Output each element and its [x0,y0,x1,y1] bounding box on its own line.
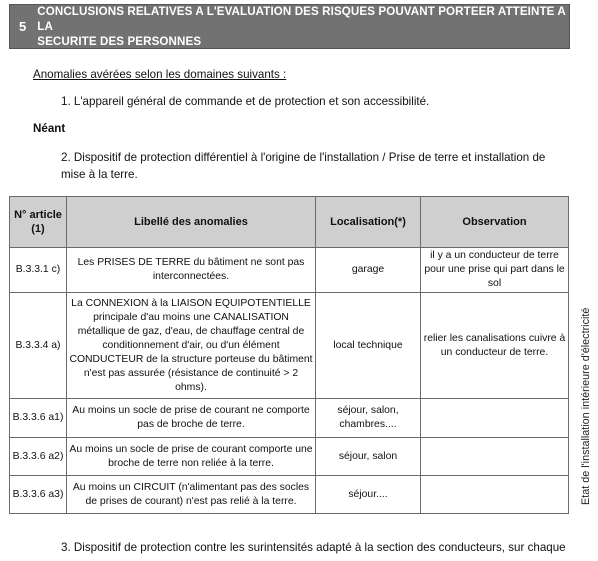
cell-libelle: Au moins un socle de prise de courant comporte une broche de terre non reliée à la terre. [67,438,316,476]
cell-localisation: garage [316,248,421,293]
cell-article: B.3.3.6 a3) [10,476,67,514]
section-number: 5 [19,19,27,34]
cell-article: B.3.3.4 a) [10,293,67,399]
table-row [10,399,569,438]
domain-item-1: 1. L'appareil général de commande et de protection et son accessibilité. [61,95,430,108]
cell-observation [421,399,569,438]
header-observation: Observation [421,197,569,248]
cell-localisation: séjour.... [316,476,421,514]
table-row [10,293,569,399]
cell-observation [421,476,569,514]
cell-observation [421,438,569,476]
cell-libelle: Au moins un socle de prise de courant ne comporte pas de broche de terre. [67,399,316,438]
cell-article: B.3.3.6 a1) [10,399,67,438]
header-article: N° article (1) [10,197,67,248]
table-header-row [10,197,569,248]
cell-libelle: Au moins un CIRCUIT (n'alimentant pas des socles de prises de courant) n'est pas relié à la terre. [67,476,316,514]
domain-item-2: 2. Dispositif de protection différentiel à l'origine de l'installation / Prise de terre et installation de mise à la terre. [61,151,546,181]
cell-localisation: local technique [316,293,421,399]
section-header [9,4,570,49]
cell-libelle: La CONNEXION à la LIAISON EQUIPOTENTIELLE principale d'au moins une CANALISATION métallique de gaz, d'eau, de chauffage central de conditionnement d'air, ou d'un élément CONDUCTEUR de la structure porteuse du bâtiment n'est pas assurée (résistance de continuité > 2 ohms). [67,293,316,399]
vertical-document-label: Etat de l'installation intérieure d'électricité [580,307,592,505]
section-title-line-2: SECURITE DES PERSONNES [37,35,202,48]
anomalies-intro: Anomalies avérées selon les domaines suivants : [33,68,287,81]
cell-article: B.3.3.1 c) [10,248,67,293]
cell-article: B.3.3.6 a2) [10,438,67,476]
cell-observation: relier les canalisations cuivre à un conducteur de terre. [421,293,569,399]
cell-libelle: Les PRISES DE TERRE du bâtiment ne sont pas interconnectées. [67,248,316,293]
table-row [10,438,569,476]
section-title [35,4,569,49]
cell-localisation: séjour, salon, chambres.... [316,399,421,438]
cell-observation: il y a un conducteur de terre pour une prise qui part dans le sol [421,248,569,293]
header-localisation: Localisation(*) [316,197,421,248]
table-row [10,248,569,293]
cell-localisation: séjour, salon [316,438,421,476]
neant-label: Néant [33,122,66,135]
table-row [10,476,569,514]
anomalies-table [9,196,569,514]
header-libelle: Libellé des anomalies [67,197,316,248]
section-title-line-1: CONCLUSIONS RELATIVES A L'EVALUATION DES RISQUES POUVANT PORTEER ATTEINTE A LA [37,5,566,33]
domain-item-3: 3. Dispositif de protection contre les surintensités adapté à la section des conducteurs, sur chaque [61,541,566,554]
